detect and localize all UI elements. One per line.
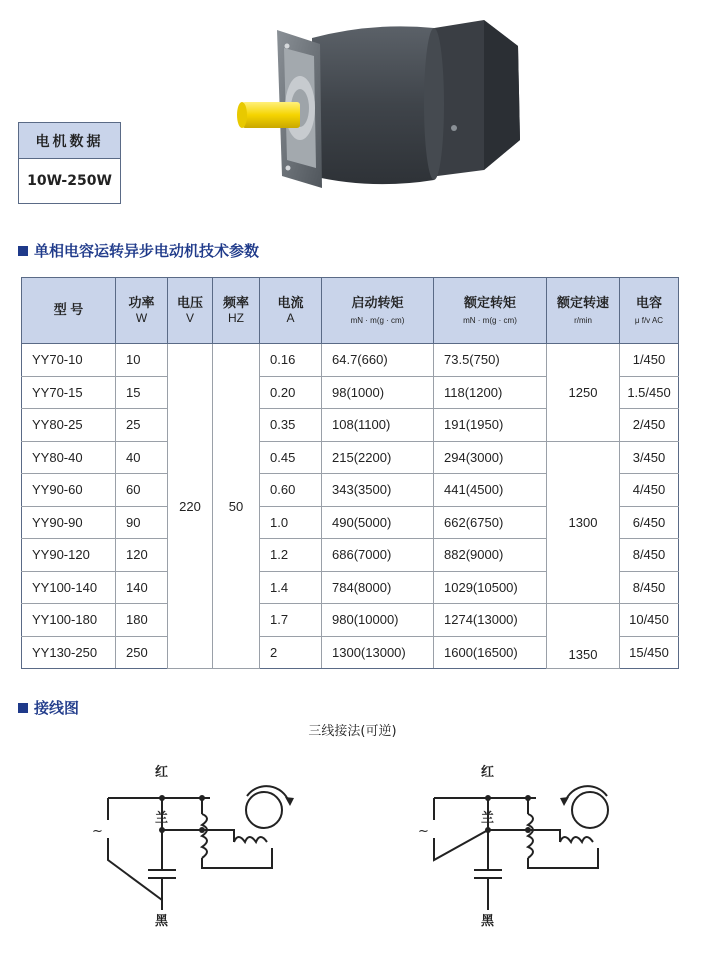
cell-current: 1.2: [260, 539, 322, 572]
cell-rated-torque: 294(3000): [434, 441, 547, 474]
cell-rated-torque: 882(9000): [434, 539, 547, 572]
cell-start-torque: 1300(13000): [322, 636, 434, 669]
cell-current: 1.4: [260, 571, 322, 604]
label-black: 黑: [481, 914, 495, 929]
cell-model: YY90-90: [22, 506, 116, 539]
cell-current: 1.7: [260, 604, 322, 637]
wiring-schematic-right: [418, 750, 658, 940]
cell-start-torque: 215(2200): [322, 441, 434, 474]
motor-photo: [222, 8, 522, 198]
wiring-subtitle: 三线接法(可逆): [308, 724, 397, 739]
cell-start-torque: 343(3500): [322, 474, 434, 507]
cell-rated-torque: 441(4500): [434, 474, 547, 507]
bullet-square-icon: [18, 246, 28, 256]
cell-power: 140: [116, 571, 168, 604]
cell-capacitor: 8/450: [620, 539, 679, 572]
label-ac: ~: [418, 824, 429, 839]
cell-capacitor: 1.5/450: [620, 376, 679, 409]
cell-capacitor: 2/450: [620, 409, 679, 442]
label-blue: 兰: [155, 811, 169, 826]
cell-power: 15: [116, 376, 168, 409]
spec-section-title: [18, 240, 259, 261]
motor-data-box: [18, 122, 121, 204]
cell-speed: 1350: [547, 604, 620, 669]
cell-speed: 1300: [547, 441, 620, 604]
label-ac: ~: [92, 824, 103, 839]
cell-voltage: 220: [168, 344, 213, 669]
cell-model: YY80-25: [22, 409, 116, 442]
cell-current: 2: [260, 636, 322, 669]
cell-start-torque: 64.7(660): [322, 344, 434, 377]
cell-rated-torque: 73.5(750): [434, 344, 547, 377]
header-rated-torque: 额定转矩 mN · m(g · cm): [434, 278, 547, 344]
cell-capacitor: 1/450: [620, 344, 679, 377]
wiring-section-title-text: 接线图: [34, 699, 80, 717]
label-black: 黑: [155, 914, 169, 929]
header-rated-speed: 额定转速 r/min: [547, 278, 620, 344]
cell-power: 180: [116, 604, 168, 637]
cell-capacitor: 10/450: [620, 604, 679, 637]
cell-model: YY100-180: [22, 604, 116, 637]
table-row: [22, 344, 679, 377]
header-frequency: 频率 HZ: [213, 278, 260, 344]
bullet-square-icon: [18, 703, 28, 713]
cell-rated-torque: 1029(10500): [434, 571, 547, 604]
table-header-row: [22, 278, 679, 344]
wiring-diagram-left: [92, 750, 332, 940]
cell-power: 250: [116, 636, 168, 669]
cell-frequency: 50: [213, 344, 260, 669]
cell-current: 1.0: [260, 506, 322, 539]
wiring-diagram-right: [418, 750, 658, 940]
label-red: 红: [155, 765, 169, 780]
cell-capacitor: 4/450: [620, 474, 679, 507]
cell-power: 120: [116, 539, 168, 572]
cell-capacitor: 6/450: [620, 506, 679, 539]
cell-rated-torque: 1600(16500): [434, 636, 547, 669]
cell-capacitor: 3/450: [620, 441, 679, 474]
spec-table: [21, 277, 679, 669]
cell-start-torque: 784(8000): [322, 571, 434, 604]
cell-start-torque: 108(1100): [322, 409, 434, 442]
cell-rated-torque: 662(6750): [434, 506, 547, 539]
cell-speed: 1250: [547, 344, 620, 442]
cell-current: 0.60: [260, 474, 322, 507]
header-model: 型 号: [22, 278, 116, 344]
cell-model: YY130-250: [22, 636, 116, 669]
cell-start-torque: 686(7000): [322, 539, 434, 572]
table-row: [22, 441, 679, 474]
cell-model: YY70-15: [22, 376, 116, 409]
cell-model: YY90-60: [22, 474, 116, 507]
cell-model: YY70-10: [22, 344, 116, 377]
header-power: 功率 W: [116, 278, 168, 344]
label-red: 红: [481, 765, 495, 780]
motor-power-range: 10W-250W: [27, 173, 112, 189]
cell-power: 90: [116, 506, 168, 539]
spec-section-title-text: 单相电容运转异步电动机技术参数: [34, 242, 260, 260]
cell-current: 0.35: [260, 409, 322, 442]
cell-rated-torque: 191(1950): [434, 409, 547, 442]
header-capacitor: 电容 μ f/v AC: [620, 278, 679, 344]
cell-model: YY80-40: [22, 441, 116, 474]
cell-power: 10: [116, 344, 168, 377]
cell-model: YY90-120: [22, 539, 116, 572]
motor-data-title: 电机数据: [19, 123, 120, 159]
cell-rated-torque: 1274(13000): [434, 604, 547, 637]
header-voltage: 电压 V: [168, 278, 213, 344]
cell-power: 60: [116, 474, 168, 507]
cell-capacitor: 15/450: [620, 636, 679, 669]
wiring-schematic-left: [92, 750, 332, 940]
header-start-torque: 启动转矩 mN · m(g · cm): [322, 278, 434, 344]
cell-current: 0.45: [260, 441, 322, 474]
cell-current: 0.20: [260, 376, 322, 409]
cell-power: 25: [116, 409, 168, 442]
cell-start-torque: 490(5000): [322, 506, 434, 539]
cell-start-torque: 980(10000): [322, 604, 434, 637]
cell-power: 40: [116, 441, 168, 474]
wiring-section-title: [18, 697, 79, 718]
table-row: [22, 604, 679, 637]
cell-start-torque: 98(1000): [322, 376, 434, 409]
cell-capacitor: 8/450: [620, 571, 679, 604]
label-blue: 兰: [481, 811, 495, 826]
cell-model: YY100-140: [22, 571, 116, 604]
cell-rated-torque: 118(1200): [434, 376, 547, 409]
cell-current: 0.16: [260, 344, 322, 377]
header-current: 电流 A: [260, 278, 322, 344]
